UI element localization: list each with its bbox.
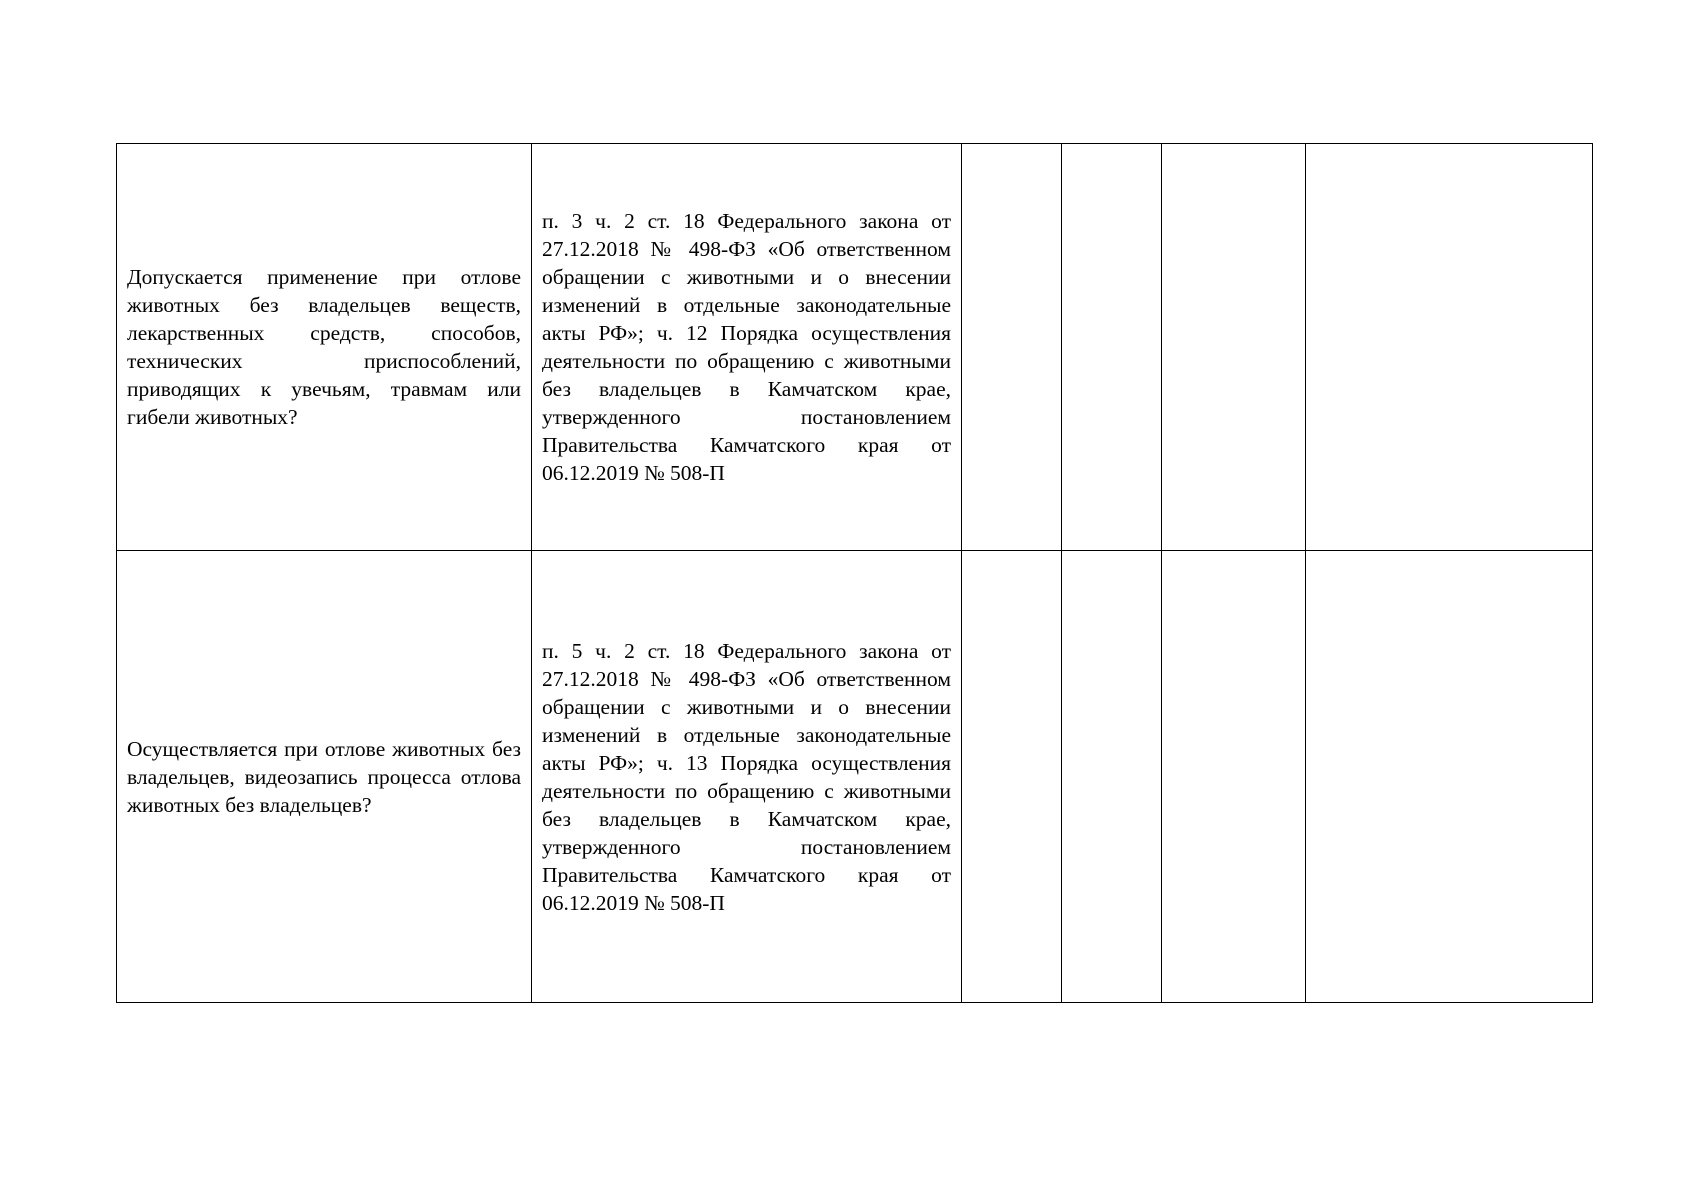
answer-yes-cell (962, 551, 1062, 1003)
note-cell (1306, 551, 1593, 1003)
not-applicable-cell (1162, 144, 1306, 551)
checklist-table (116, 143, 1593, 1003)
answer-yes-cell (962, 144, 1062, 551)
legal-basis-cell: п. 5 ч. 2 ст. 18 Федерального закона от 27.12.2018 № 498-ФЗ «Об ответственном обращении с животными и о внесении изменений в отдельные законодательные акты РФ»; ч. 13 Порядка осуществления деятельности по обращению с животными без владельцев в Камчатском крае, утвержденного постановлением Правительства Камчатского края от 06.12.2019 № 508-П (532, 551, 962, 1003)
table-row (117, 144, 1593, 551)
table-row (117, 551, 1593, 1003)
answer-no-cell (1062, 551, 1162, 1003)
question-cell: Осуществляется при отлове животных без владельцев, видеозапись процесса отлова животных без владельцев? (117, 551, 532, 1003)
not-applicable-cell (1162, 551, 1306, 1003)
note-cell (1306, 144, 1593, 551)
question-cell: Допускается применение при отлове животных без владельцев веществ, лекарственных средств, способов, технических приспособлений, приводящих к увечьям, травмам или гибели животных? (117, 144, 532, 551)
legal-basis-cell: п. 3 ч. 2 ст. 18 Федерального закона от 27.12.2018 № 498-ФЗ «Об ответственном обращении с животными и о внесении изменений в отдельные законодательные акты РФ»; ч. 12 Порядка осуществления деятельности по обращению с животными без владельцев в Камчатском крае, утвержденного постановлением Правительства Камчатского края от 06.12.2019 № 508-П (532, 144, 962, 551)
answer-no-cell (1062, 144, 1162, 551)
